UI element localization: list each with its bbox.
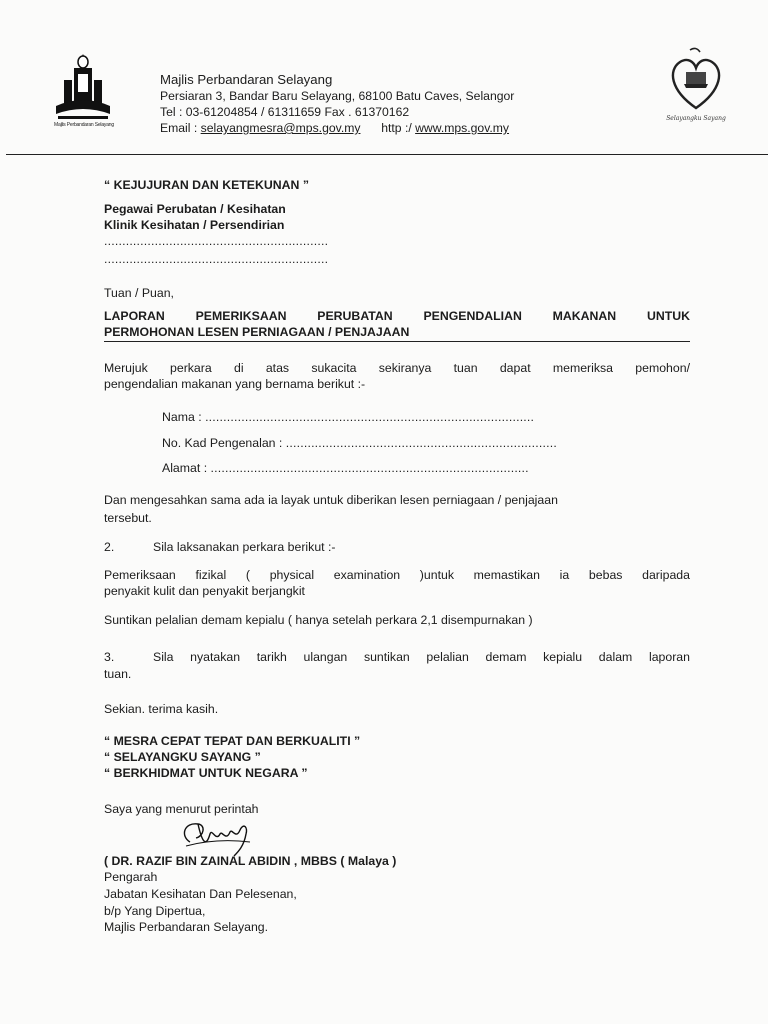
logo-right-caption: Selayangku Sayang (666, 115, 726, 122)
para2-line-1: Dan mengesahkan sama ada ia layak untuk diberikan lesen perniagaan / penjajaan (104, 493, 558, 507)
recipient-blank-1: .............................................................. (104, 234, 329, 248)
para1-line-1: Merujuk perkara di atas sukacita sekiranya tuan dapat memeriksa pemohon/ (104, 361, 690, 375)
org-contact-line (160, 120, 514, 136)
letterhead-divider (6, 154, 768, 155)
item2-text: Sila laksanakan perkara berikut :- (153, 540, 336, 554)
field-nama (162, 410, 534, 424)
closing: Sekian. terima kasih. (104, 702, 219, 716)
selayangku-sayang-logo (660, 44, 732, 128)
recipient-line-1: Pegawai Perubatan / Kesihatan (104, 202, 286, 216)
signatory-title: Pengarah (104, 870, 158, 884)
motto-1: “ MESRA CEPAT TEPAT DAN BERKUALITI ” (104, 734, 361, 748)
handwritten-signature (176, 812, 256, 858)
http-label: http :/ (381, 121, 412, 135)
item3-line-2: tuan. (104, 667, 132, 681)
letterhead-block (160, 72, 514, 136)
para2-line-2: tersebut. (104, 511, 152, 525)
org-phone: Tel : 03-61204854 / 61311659 Fax . 61370162 (160, 105, 410, 119)
para1-line-2: pengendalian makanan yang bernama berikut :- (104, 377, 366, 391)
signoff: Saya yang menurut perintah (104, 802, 259, 816)
ic-blank: ........................................................................... (285, 436, 557, 450)
signatory-bp: b/p Yang Dipertua, (104, 904, 206, 918)
nama-blank: ........................................................................................... (205, 410, 535, 424)
item3-line-1: Sila nyatakan tarikh ulangan suntikan pelalian demam kepialu dalam laporan (153, 650, 690, 664)
org-address: Persiaran 3, Bandar Baru Selayang, 68100 Batu Caves, Selangor (160, 89, 515, 103)
org-name: Majlis Perbandaran Selayang (160, 72, 333, 87)
email-label: Email : (160, 121, 198, 135)
ic-label: No. Kad Pengenalan : (162, 436, 286, 450)
subject-line-2-wrap (104, 324, 690, 342)
item3-number: 3. (104, 650, 115, 664)
item2a-line-1: Pemeriksaan fizikal ( physical examination )untuk memastikan ia bebas daripada (104, 568, 690, 582)
item2a-line-2: penyakit kulit dan penyakit berjangkit (104, 584, 305, 598)
nama-label: Nama : (162, 410, 206, 424)
subject-line-2: PERMOHONAN LESEN PERNIAGAAN / PENJAJAAN (104, 324, 690, 342)
website-link[interactable]: www.mps.gov.my (415, 121, 510, 135)
alamat-label: Alamat : (162, 461, 211, 475)
signatory-dept: Jabatan Kesihatan Dan Pelesenan, (104, 887, 297, 901)
email-link[interactable]: selayangmesra@mps.gov.my (200, 121, 361, 135)
recipient-line-2: Klinik Kesihatan / Persendirian (104, 218, 285, 232)
signatory-council: Majlis Perbandaran Selayang. (104, 920, 269, 934)
signatory-name: ( DR. RAZIF BIN ZAINAL ABIDIN , MBBS ( Malaya ) (104, 854, 397, 868)
subject-line-1: LAPORAN PEMERIKSAAN PERUBATAN PENGENDALIAN MAKANAN UNTUK (104, 309, 690, 323)
alamat-blank: ........................................................................................ (210, 461, 529, 475)
field-ic (162, 436, 557, 450)
motto-2: “ SELAYANGKU SAYANG ” (104, 750, 261, 764)
item2-number: 2. (104, 540, 115, 554)
item2b: Suntikan pelalian demam kepialu ( hanya setelah perkara 2,1 disempurnakan ) (104, 613, 533, 627)
recipient-blank-2: .............................................................. (104, 252, 329, 266)
motto-top: “ KEJUJURAN DAN KETEKUNAN ” (104, 178, 309, 192)
crest-caption: Majlis Perbandaran Selayang (54, 122, 114, 128)
motto-3: “ BERKHIDMAT UNTUK NEGARA ” (104, 766, 308, 780)
salutation: Tuan / Puan, (104, 286, 174, 300)
field-alamat (162, 461, 529, 475)
